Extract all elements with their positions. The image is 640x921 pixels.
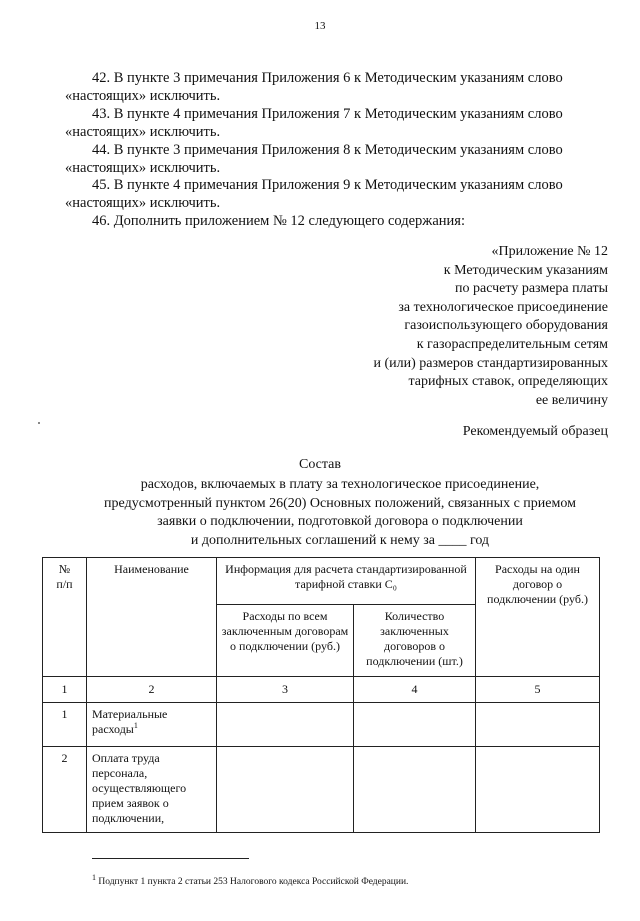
header-info: Информация для расчета стандартизированной тарифной ставки С₀: [217, 558, 476, 605]
row-expenses: [217, 747, 354, 833]
row-number: 1: [43, 703, 87, 747]
row-name: Материальные расходы$^1$: [87, 703, 217, 747]
header-name: Наименование: [87, 558, 217, 677]
footnote-ref: 1: [133, 721, 138, 730]
row-per-contract: [476, 747, 600, 833]
row-number: 2: [43, 747, 87, 833]
row-per-contract: [476, 703, 600, 747]
header-expenses: Расходы по всем заключенным договорам о подключении (руб.): [217, 605, 354, 677]
col-number-4: 4: [354, 677, 476, 703]
paragraph-44: 44. В пункте 3 примечания Приложения 8 к Методическим указаниям слово «настоящих» исключить.: [65, 142, 563, 176]
paragraph-42: 42. В пункте 3 примечания Приложения 6 к Методическим указаниям слово «настоящих» исключить.: [65, 70, 563, 104]
header-number: № п/п: [43, 558, 87, 677]
sample-label: Рекомендуемый образец: [462, 424, 608, 439]
col-number-5: 5: [476, 677, 600, 703]
expenses-table: [42, 557, 600, 833]
row-name: Оплата труда персонала, осуществляющего прием заявок о подключении,: [87, 747, 217, 833]
paragraph-43: 43. В пункте 4 примечания Приложения 7 к Методическим указаниям слово «настоящих» исключить.: [65, 106, 563, 140]
header-count: Количество заключенных договоров о подключении (шт.): [354, 605, 476, 677]
scan-speck: [38, 422, 40, 424]
col-number-1: 1: [43, 677, 87, 703]
footnote: $^1$ Подпункт 1 пункта 2 статьи 253 Налогового кодекса Российской Федерации.: [92, 872, 409, 887]
col-number-2: 2: [87, 677, 217, 703]
row-count: [354, 747, 476, 833]
footnote-separator: [92, 858, 249, 859]
row-count: [354, 703, 476, 747]
header-per-contract: Расходы на один договор о подключении (руб.): [476, 558, 600, 677]
document-title: Состав: [298, 457, 341, 472]
document-description: расходов, включаемых в плату за технологическое присоединение, предусмотренный пунктом 26(20) Основных положений, связанных с приемом заявки о подключении, подготовкой договора о подключении и дополнительных соглашений к нему за ____ год: [104, 477, 576, 548]
table-row: [43, 703, 600, 747]
table-row: [43, 747, 600, 833]
paragraph-46: 46. Дополнить приложением № 12 следующего содержания:: [92, 213, 465, 229]
appendix-header: «Приложение № 12 к Методическим указаниям по расчету размера платы за технологическое присоединение газоиспользующего оборудования к газораспределительным сетям и (или) размеров стандартизированных тарифных ставок, определяющих ее величину: [373, 244, 608, 408]
row-expenses: [217, 703, 354, 747]
col-number-3: 3: [217, 677, 354, 703]
page-number: 13: [314, 20, 326, 32]
paragraph-45: 45. В пункте 4 примечания Приложения 9 к Методическим указаниям слово «настоящих» исключить.: [65, 177, 563, 211]
